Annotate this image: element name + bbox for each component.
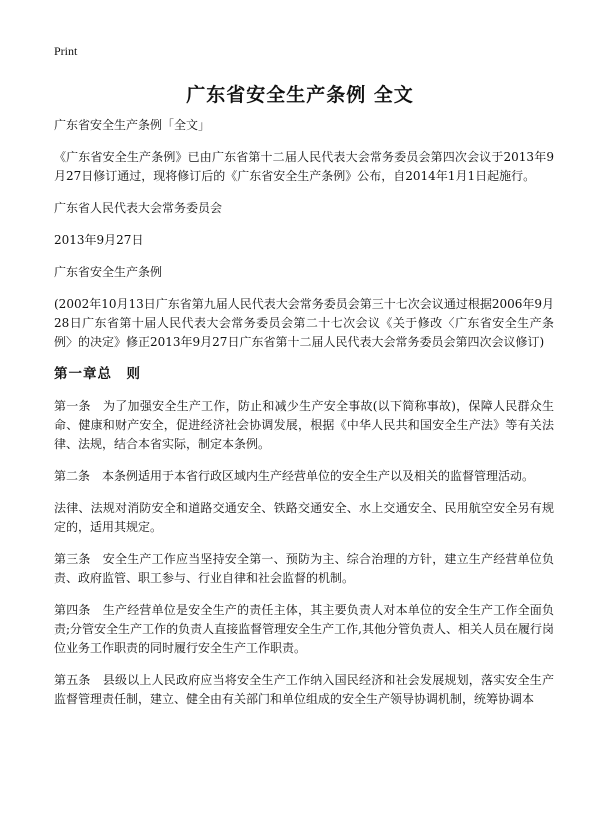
article-3: 第三条 安全生产工作应当坚持安全第一、预防为主、综合治理的方针，建立生产经营单位负责、政府监管、职工参与、行业自律和社会监督的机制。 [54, 552, 554, 585]
article-4: 第四条 生产经营单位是安全生产的责任主体，其主要负责人对本单位的安全生产工作全面负责;分管安全生产工作的负责人直接监督管理安全生产工作,其他分管负责人、相关人员在履行岗位业务工作职责的同时履行安全生产工作职责。 [54, 603, 554, 655]
document-title: 广东省安全生产条例 全文 [186, 84, 414, 106]
announcement-paragraph: 《广东省安全生产条例》已由广东省第十二届人民代表大会常务委员会第四次会议于2013年9月27日修订通过，现将修订后的《广东省安全生产条例》公布，自2014年1月1日起施行。 [54, 150, 554, 183]
print-link[interactable]: Print [54, 44, 78, 58]
article-2: 第二条 本条例适用于本省行政区域内生产经营单位的安全生产以及相关的监督管理活动。 [54, 469, 535, 483]
article-5: 第五条 县级以上人民政府应当将安全生产工作纳入国民经济和社会发展规划，落实安全生产监督管理责任制，建立、健全由有关部门和单位组成的安全生产领导协调机制，统筹协调本 [54, 673, 554, 706]
document-body [54, 116, 554, 722]
article-2-clause: 法律、法规对消防安全和道路交通安全、铁路交通安全、水上交通安全、民用航空安全另有规定的，适用其规定。 [54, 501, 554, 534]
document-subtitle: 广东省安全生产条例「全文」 [54, 118, 211, 132]
article-1: 第一条 为了加强安全生产工作，防止和减少生产安全事故(以下简称事故)，保障人民群众生命、健康和财产安全，促进经济社会协调发展，根据《中华人民共和国安全生产法》等有关法律、法规，结合本省实际，制定本条例。 [54, 399, 554, 451]
revision-history-paragraph: (2002年10月13日广东省第九届人民代表大会常务委员会第三十七次会议通过根据2006年9月28日广东省第十届人民代表大会常务委员会第二十七次会议《关于修改〈广东省安全生产条例〉的决定》修正2013年9月27日广东省第十二届人民代表大会常务委员会第四次会议修订) [54, 297, 554, 349]
law-name-line: 广东省安全生产条例 [54, 265, 163, 279]
chapter-1-heading: 第一章总 则 [54, 366, 141, 382]
issuer-line: 广东省人民代表大会常务委员会 [54, 201, 223, 215]
issue-date-line: 2013年9月27日 [54, 233, 144, 247]
